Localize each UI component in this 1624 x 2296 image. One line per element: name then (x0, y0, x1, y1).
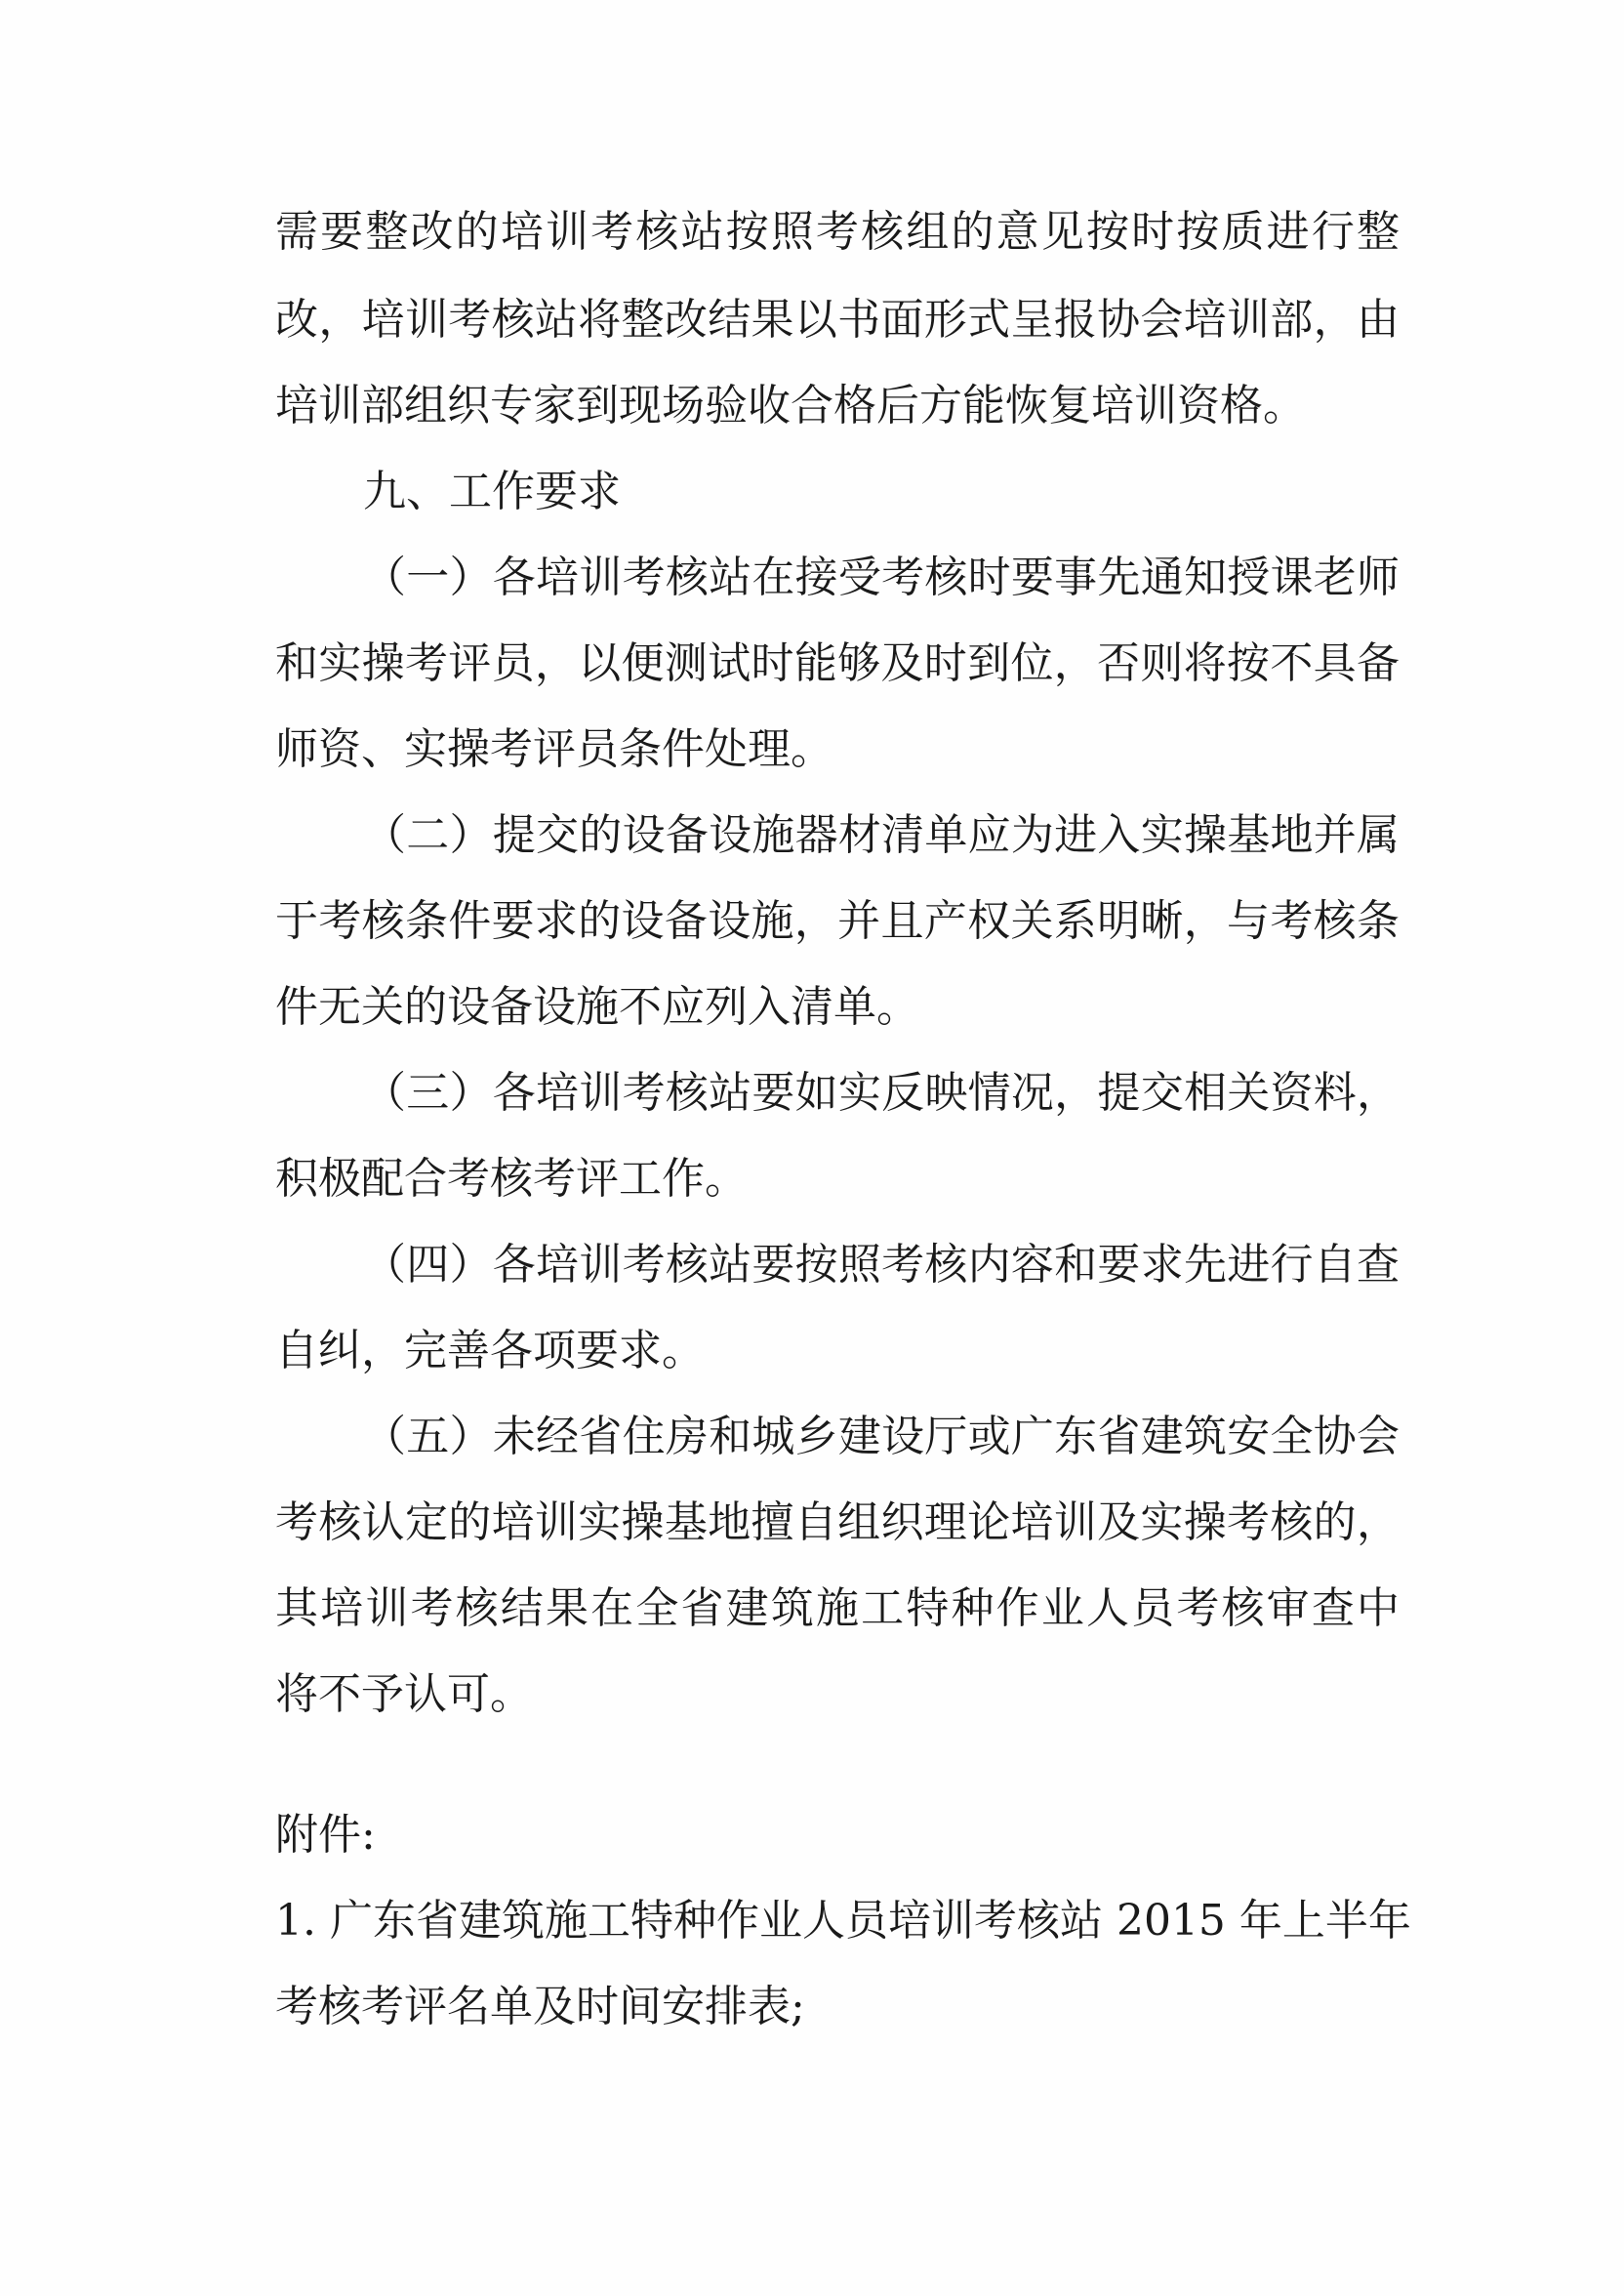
requirement-5-line-3: 其培训考核结果在全省建筑施工特种作业人员考核审查中 (275, 1583, 1400, 1633)
requirement-2-line-3: 件无关的设备设施不应列入清单。 (275, 982, 919, 1032)
attachment-1-line-2: 考核考评名单及时间安排表; (275, 1982, 805, 2031)
attachment-1-line-1: 1. 广东省建筑施工特种作业人员培训考核站 2015 年上半年 (275, 1896, 1411, 1946)
requirement-5-line-1: （五）未经省住房和城乡建设厅或广东省建筑安全协会 (363, 1412, 1400, 1461)
paragraph-rectification-line-3: 培训部组织专家到现场验收合格后方能恢复培训资格。 (275, 381, 1306, 430)
requirement-2-line-2: 于考核条件要求的设备设施，并且产权关系明晰，与考核条 (275, 896, 1400, 946)
requirement-5-line-2: 考核认定的培训实操基地擅自组织理论培训及实操考核的， (275, 1497, 1400, 1547)
paragraph-rectification-line-2: 改，培训考核站将整改结果以书面形式呈报协会培训部，由 (275, 295, 1400, 345)
requirement-5-line-4: 将不予认可。 (275, 1669, 533, 1719)
paragraph-rectification-line-1: 需要整改的培训考核站按照考核组的意见按时按质进行整 (275, 207, 1400, 257)
requirement-1-line-1: （一）各培训考核站在接受考核时要事先通知授课老师 (363, 553, 1400, 602)
requirement-2-line-1: （二）提交的设备设施器材清单应为进入实操基地并属 (363, 810, 1400, 860)
requirement-1-line-3: 师资、实操考评员条件处理。 (275, 724, 833, 774)
attachments-label: 附件: (275, 1810, 376, 1860)
requirement-4-line-2: 自纠，完善各项要求。 (275, 1326, 705, 1375)
requirement-3-line-1: （三）各培训考核站要如实反映情况，提交相关资料， (363, 1068, 1400, 1118)
requirement-1-line-2: 和实操考评员，以便测试时能够及时到位，否则将按不具备 (275, 638, 1400, 688)
section-heading-work-requirements: 九、工作要求 (363, 467, 621, 516)
requirement-4-line-1: （四）各培训考核站要按照考核内容和要求先进行自查 (363, 1240, 1400, 1290)
requirement-3-line-2: 积极配合考核考评工作。 (275, 1154, 748, 1204)
